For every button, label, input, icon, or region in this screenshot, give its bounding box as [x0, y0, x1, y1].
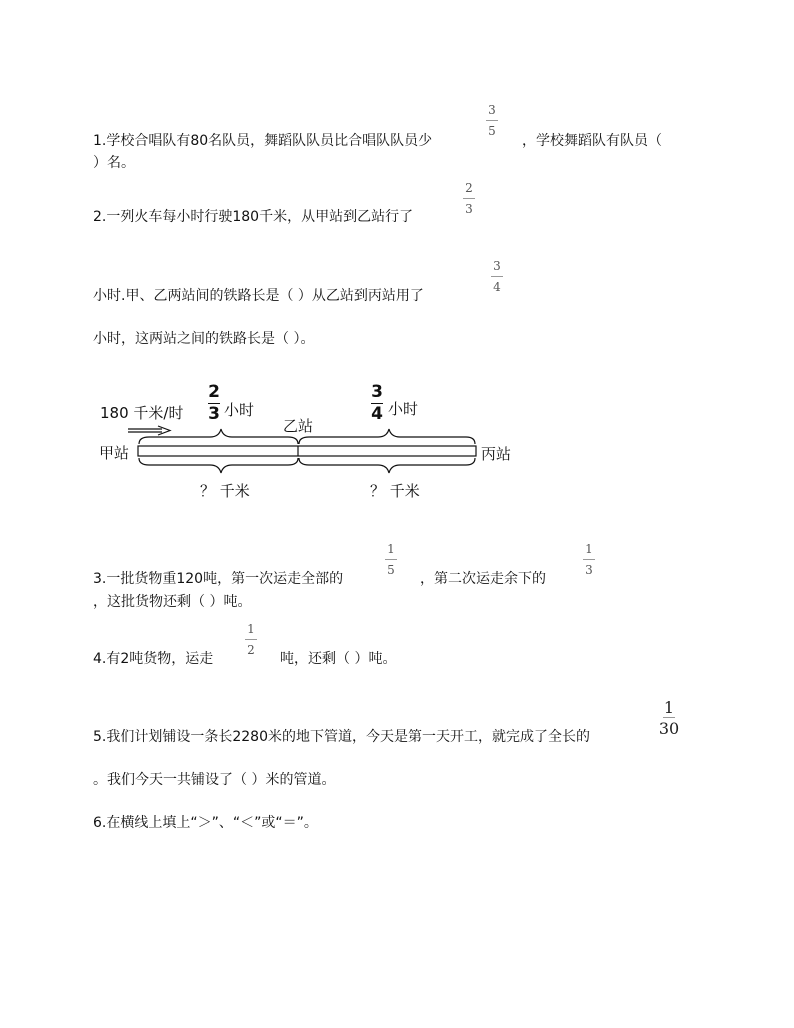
q5-fraction-denominator: 30: [658, 719, 680, 738]
q1-text-c: ）名。: [93, 155, 135, 171]
diagram-fraction-2-numerator: 3: [371, 382, 383, 402]
diagram-station-a-label: 甲站: [99, 444, 130, 462]
brace-top-segment-2: [299, 429, 475, 444]
q4-text-b: 吨，还剩（ ）吨。: [280, 651, 397, 667]
route-segment-bar: [138, 446, 476, 456]
q3-fraction-1-numerator: 1: [387, 542, 395, 556]
q4-text-a: 4.有2吨货物，运走: [93, 651, 214, 667]
q3-text-a: 3.一批货物重120吨，第一次运走全部的: [93, 571, 344, 587]
diagram-station-b-label: 乙站: [283, 417, 314, 435]
q2-fraction-1-numerator: 2: [465, 181, 473, 195]
q1-text-a: 1.学校合唱队有80名队员，舞蹈队队员比合唱队队员少: [93, 133, 433, 149]
q1-fraction-denominator: 5: [488, 124, 496, 138]
q3-fraction-2-numerator: 1: [585, 542, 593, 556]
diagram-station-c-label: 丙站: [481, 445, 512, 463]
q3-fraction-1: [378, 542, 404, 578]
fraction-bar: [245, 639, 257, 640]
q4-fraction-numerator: 1: [247, 622, 255, 636]
q2-fraction-1-denominator: 3: [465, 202, 473, 216]
diagram-speed-label: 180 千米/时: [100, 404, 184, 422]
q1-fraction-numerator: 3: [488, 103, 496, 117]
q2-text-c: 小时，这两站之间的铁路长是（ ）。: [93, 331, 315, 347]
diagram-hours-2-label: 小时: [388, 400, 419, 418]
fraction-bar: [385, 559, 397, 560]
q3-fraction-1-denominator: 5: [387, 563, 395, 577]
diagram-fraction-2-denominator: 4: [371, 404, 383, 424]
brace-bottom-segment-1: [139, 458, 298, 473]
diagram-hours-1-label: 小时: [224, 401, 255, 419]
q5-text-b: 。我们今天一共铺设了（ ）米的管道。: [93, 772, 336, 788]
q5-fraction: [658, 700, 680, 736]
diagram-unknown-2-label: ？ 千米: [370, 482, 420, 500]
arrow-icon: [128, 426, 170, 435]
q2-fraction-2-denominator: 4: [493, 280, 501, 294]
fraction-bar: [583, 559, 595, 560]
q4-fraction-denominator: 2: [247, 643, 255, 657]
q3-text-b: ，第二次运走余下的: [420, 571, 546, 587]
brace-bottom-segment-2: [299, 458, 475, 473]
q2-text-a: 2.一列火车每小时行驶180千米，从甲站到乙站行了: [93, 209, 414, 225]
q3-text-c: ，这批货物还剩（ ）吨。: [93, 594, 252, 610]
q3-fraction-2: [576, 542, 602, 578]
diagram-fraction-1-numerator: 2: [208, 382, 220, 402]
diagram-fraction-1-denominator: 3: [208, 404, 220, 424]
brace-top-segment-1: [139, 429, 298, 444]
q1-text-b: ，学校舞蹈队有队员（: [522, 133, 662, 149]
q6-text: 6.在横线上填上“＞”、“＜”或“＝”。: [93, 815, 318, 831]
q5-fraction-numerator: 1: [663, 698, 675, 717]
diagram-unknown-1-label: ？ 千米: [200, 482, 250, 500]
q4-fraction: [238, 622, 264, 658]
q2-fraction-2-numerator: 3: [493, 259, 501, 273]
q2-text-b: 小时.甲、乙两站间的铁路长是（ ）从乙站到丙站用了: [93, 288, 424, 304]
fraction-bar: [663, 717, 675, 718]
q3-fraction-2-denominator: 3: [585, 563, 593, 577]
q5-text-a: 5.我们计划铺设一条长2280米的地下管道，今天是第一天开工，就完成了全长的: [93, 729, 590, 745]
